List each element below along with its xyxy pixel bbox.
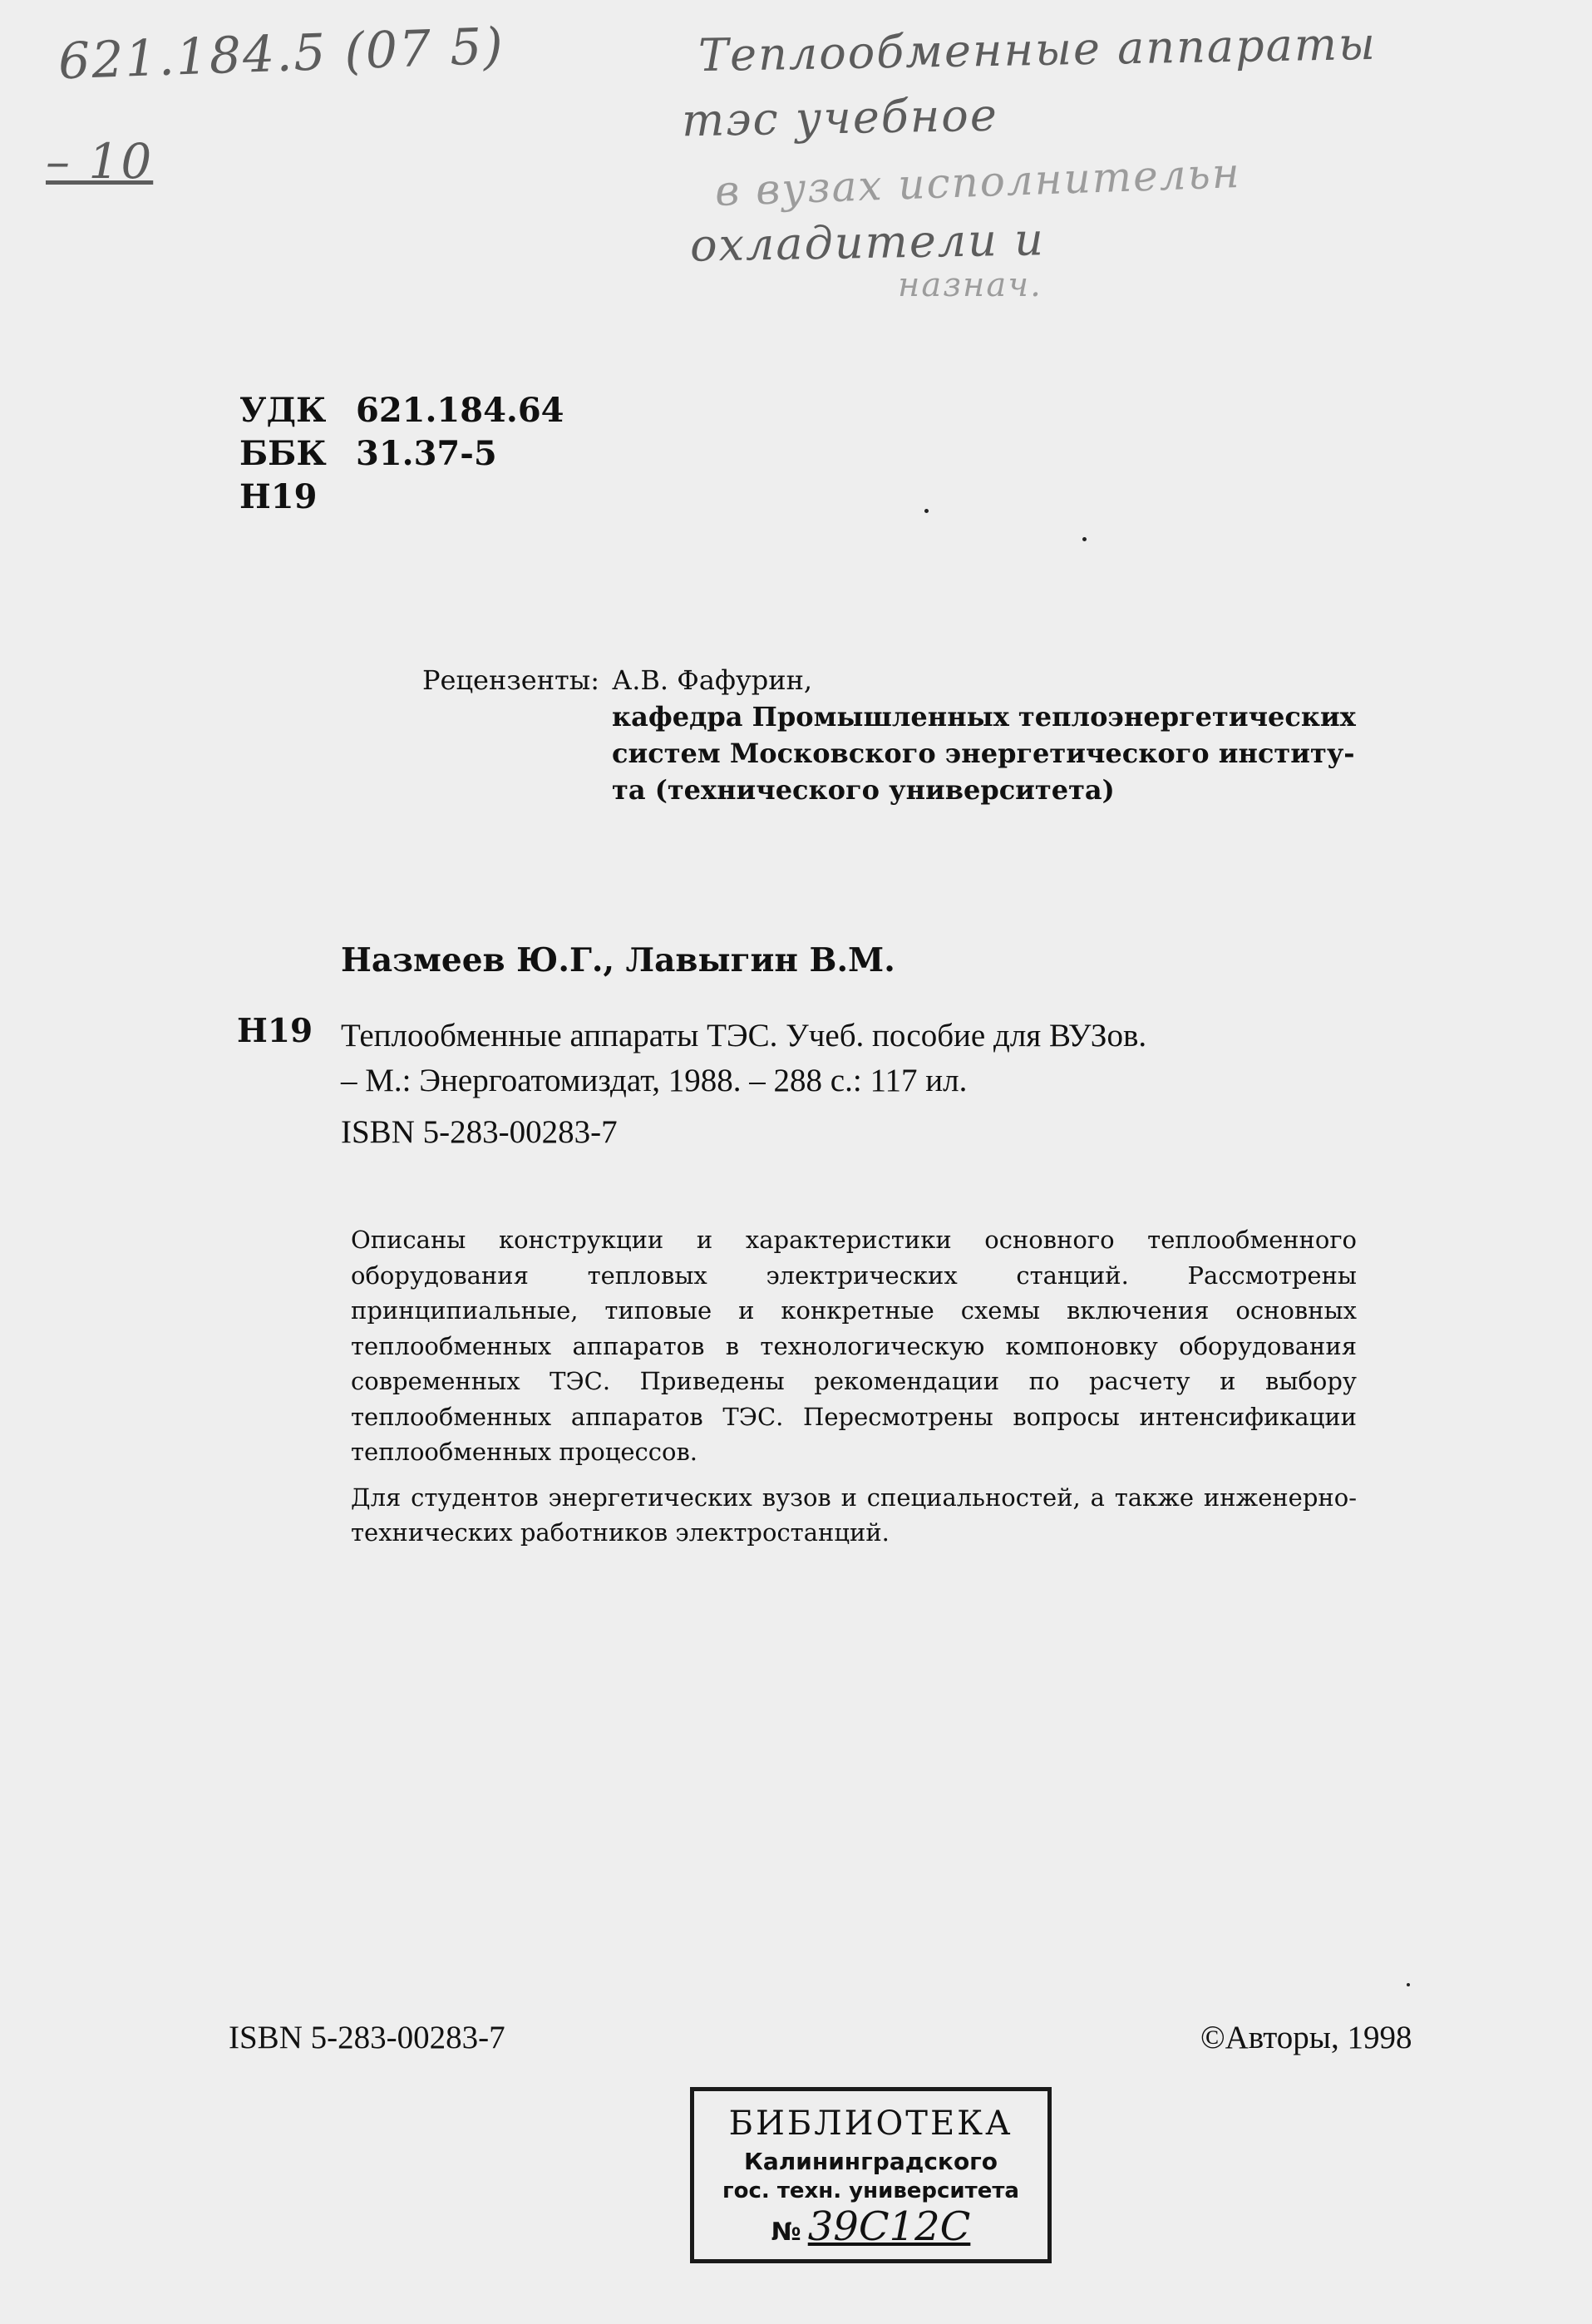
book-authors: Назмеев Ю.Г., Лавыгин В.М.: [341, 941, 895, 979]
handwritten-corner-number: – 10: [46, 133, 154, 190]
stamp-title: БИБЛИОТЕКА: [728, 2104, 1013, 2143]
reviewer-affiliation-line: систем Московского энергетического институ-: [612, 738, 1355, 769]
bibliographic-description: [341, 1010, 1463, 1158]
bbk-value: 31.37-5: [356, 434, 497, 473]
book-isbn: ISBN 5-283-00283-7: [341, 1114, 618, 1150]
footer-isbn: ISBN 5-283-00283-7: [229, 2020, 505, 2055]
bbk-label: ББК: [239, 434, 327, 473]
annotation-paragraph: Для студентов энергетических вузов и специальностей, а также инженерно-технических работников электростанций.: [351, 1483, 1357, 1547]
speck-mark: [1407, 1983, 1410, 1986]
stamp-city: Калининградского: [743, 2148, 998, 2175]
stamp-number-prefix: №: [771, 2218, 801, 2247]
reviewer-name: А.В. Фафурин,: [612, 664, 813, 696]
classification-block: [239, 389, 564, 519]
reviewer-affiliation-line: та (технического университета): [612, 774, 1115, 806]
library-stamp: [690, 2087, 1052, 2263]
book-author-mark: Н19: [237, 1012, 313, 1050]
handwritten-note-line: в вузах исполнительн: [714, 148, 1242, 216]
udk-row: [239, 389, 564, 432]
annotation: [351, 1222, 1357, 1561]
book-title-line: Теплообменные аппараты ТЭС. Учеб. пособие для ВУЗов.: [341, 1018, 1147, 1053]
reviewers-body: [612, 662, 1360, 808]
speck-mark: [1082, 537, 1087, 541]
author-mark: Н19: [239, 477, 318, 516]
handwritten-note-line: назнач.: [898, 266, 1042, 304]
stamp-number-row: [694, 2203, 1047, 2250]
handwritten-corner-code: 621.184.5 (07 5): [57, 17, 505, 91]
reviewers-label: Рецензенты:: [422, 664, 599, 696]
udk-label: УДК: [239, 391, 327, 430]
udk-value: 621.184.64: [356, 391, 564, 430]
stamp-university: гос. техн. университета: [722, 2178, 1019, 2203]
reviewer-affiliation-line: кафедра Промышленных теплоэнергетических: [612, 701, 1356, 733]
handwritten-note-line: Теплообменные аппараты: [697, 17, 1378, 82]
stamp-inventory-number: 39С12С: [807, 2203, 971, 2250]
bbk-row: [239, 432, 564, 476]
speck-mark: [924, 509, 929, 513]
handwritten-note-line: тэс учебное: [681, 88, 999, 147]
handwritten-note-line: охладители и: [689, 213, 1046, 272]
copyright: ©Авторы, 1998: [1200, 2020, 1412, 2055]
book-publisher-line: – М.: Энергоатомиздат, 1988. – 288 с.: 117 ил.: [341, 1063, 968, 1098]
annotation-paragraph: Описаны конструкции и характеристики основного теплообменного оборудования тепловых электрических станций. Рассмотрены принципиальные, типовые и конкретные схемы включения основных теплообменных аппаратов в технологическую компоновку оборудования современных ТЭС. Приведены рекомендации по расчету и выбору теплообменных аппаратов ТЭС. Пересмотрены вопросы интенсификации теплообменных процессов.: [351, 1226, 1357, 1466]
